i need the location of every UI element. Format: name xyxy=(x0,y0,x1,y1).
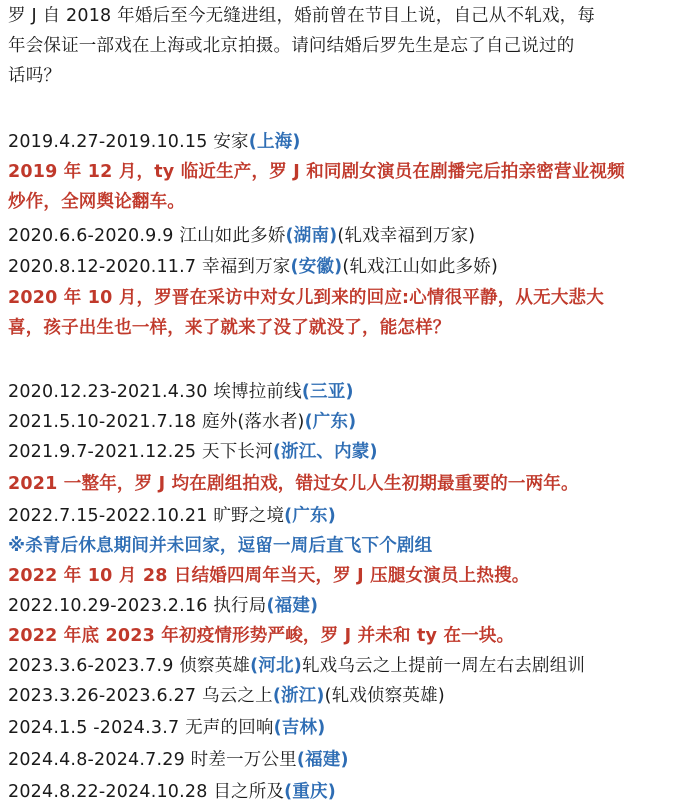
entry-text: 2023.3.6-2023.7.9 侦察英雄 xyxy=(8,656,251,676)
entry-text: 2024.1.5 -2024.3.7 无声的回响 xyxy=(8,718,274,738)
question-line-3: 话吗？ xyxy=(8,66,62,86)
entry-text: 2020.8.12-2020.11.7 幸福到万家 xyxy=(8,257,291,277)
question-line-1: 罗 J 自 2018 年婚后至今无缝进组，婚前曾在节目上说，自己从不轧戏，每 xyxy=(8,6,596,26)
entry-location: (河北) xyxy=(250,656,302,676)
entry-text: 2022.10.29-2023.2.16 执行局 xyxy=(8,596,267,616)
entry-text: 2019.4.27-2019.10.15 安家 xyxy=(8,132,249,152)
note-line: 2021 一整年，罗 J 均在剧组拍戏，错过女儿人生初期最重要的一两年。 xyxy=(8,474,579,494)
entry-text: 2020.12.23-2021.4.30 埃博拉前线 xyxy=(8,382,302,402)
entry-shicha xyxy=(8,746,349,774)
entry-location: (吉林) xyxy=(273,718,326,738)
entry-extra: (轧戏侦察英雄) xyxy=(324,686,445,706)
entry-text: 2023.3.26-2023.6.27 乌云之上 xyxy=(8,686,273,706)
entry-ebola xyxy=(8,378,354,406)
entry-location: (重庆) xyxy=(284,782,336,802)
entry-text: 2022.7.15-2022.10.21 旷野之境 xyxy=(8,506,285,526)
entry-zhencha xyxy=(8,652,585,680)
entry-location: (广东) xyxy=(304,412,357,432)
entry-extra: (轧戏江山如此多娇) xyxy=(342,257,498,277)
entry-text: 2024.4.8-2024.7.29 时差一万公里 xyxy=(8,750,297,770)
entry-extra: (轧戏幸福到万家) xyxy=(337,226,476,246)
question-line-2: 年会保证一部戏在上海或北京拍摄。请问结婚后罗先生是忘了自己说过的 xyxy=(8,36,575,56)
entry-wusheng xyxy=(8,714,325,742)
note-line: 2022 年底 2023 年初疫情形势严峻，罗 J 并未和 ty 在一块。 xyxy=(8,626,515,646)
note-line: ※杀青后休息期间并未回家，逗留一周后直飞下个剧组 xyxy=(8,536,433,556)
entry-kuangye xyxy=(8,502,336,530)
entry-zhixing xyxy=(8,592,318,620)
entry-wuyun xyxy=(8,682,445,710)
note-line: 2020 年 10 月，罗晋在采访中对女儿到来的回应:心情很平静，从无大悲大 xyxy=(8,288,604,308)
entry-tianxia xyxy=(8,438,378,466)
entry-jiangshan xyxy=(8,222,475,250)
entry-location: (浙江、内蒙) xyxy=(272,442,378,462)
entry-text: 2021.5.10-2021.7.18 庭外(落水者) xyxy=(8,412,305,432)
entry-tingwai xyxy=(8,408,356,436)
entry-text: 2020.6.6-2020.9.9 江山如此多娇 xyxy=(8,226,286,246)
note-line: 喜，孩子出生也一样，来了就来了没了就没了，能怎样？ xyxy=(8,318,451,338)
note-line: 2022 年 10 月 28 日结婚四周年当天，罗 J 压腿女演员上热搜。 xyxy=(8,566,530,586)
entry-anjia xyxy=(8,128,301,156)
entry-location: (浙江) xyxy=(272,686,325,706)
note-line: 炒作，全网舆论翻车。 xyxy=(8,192,185,212)
entry-extra: 轧戏乌云之上提前一周左右去剧组训 xyxy=(301,656,586,676)
entry-location: (湖南) xyxy=(285,226,338,246)
entry-xingfu xyxy=(8,253,498,281)
entry-location: (上海) xyxy=(248,132,301,152)
entry-location: (福建) xyxy=(296,750,349,770)
entry-location: (三亚) xyxy=(301,382,354,402)
entry-location: (福建) xyxy=(266,596,319,616)
entry-location: (广东) xyxy=(284,506,336,526)
entry-muzhi xyxy=(8,778,336,806)
entry-text: 2024.8.22-2024.10.28 目之所及 xyxy=(8,782,285,802)
note-line: 2019 年 12 月，ty 临近生产，罗 J 和同剧女演员在剧播完后拍亲密营业视频 xyxy=(8,162,625,182)
entry-text: 2021.9.7-2021.12.25 天下长河 xyxy=(8,442,273,462)
entry-location: (安徽) xyxy=(290,257,343,277)
